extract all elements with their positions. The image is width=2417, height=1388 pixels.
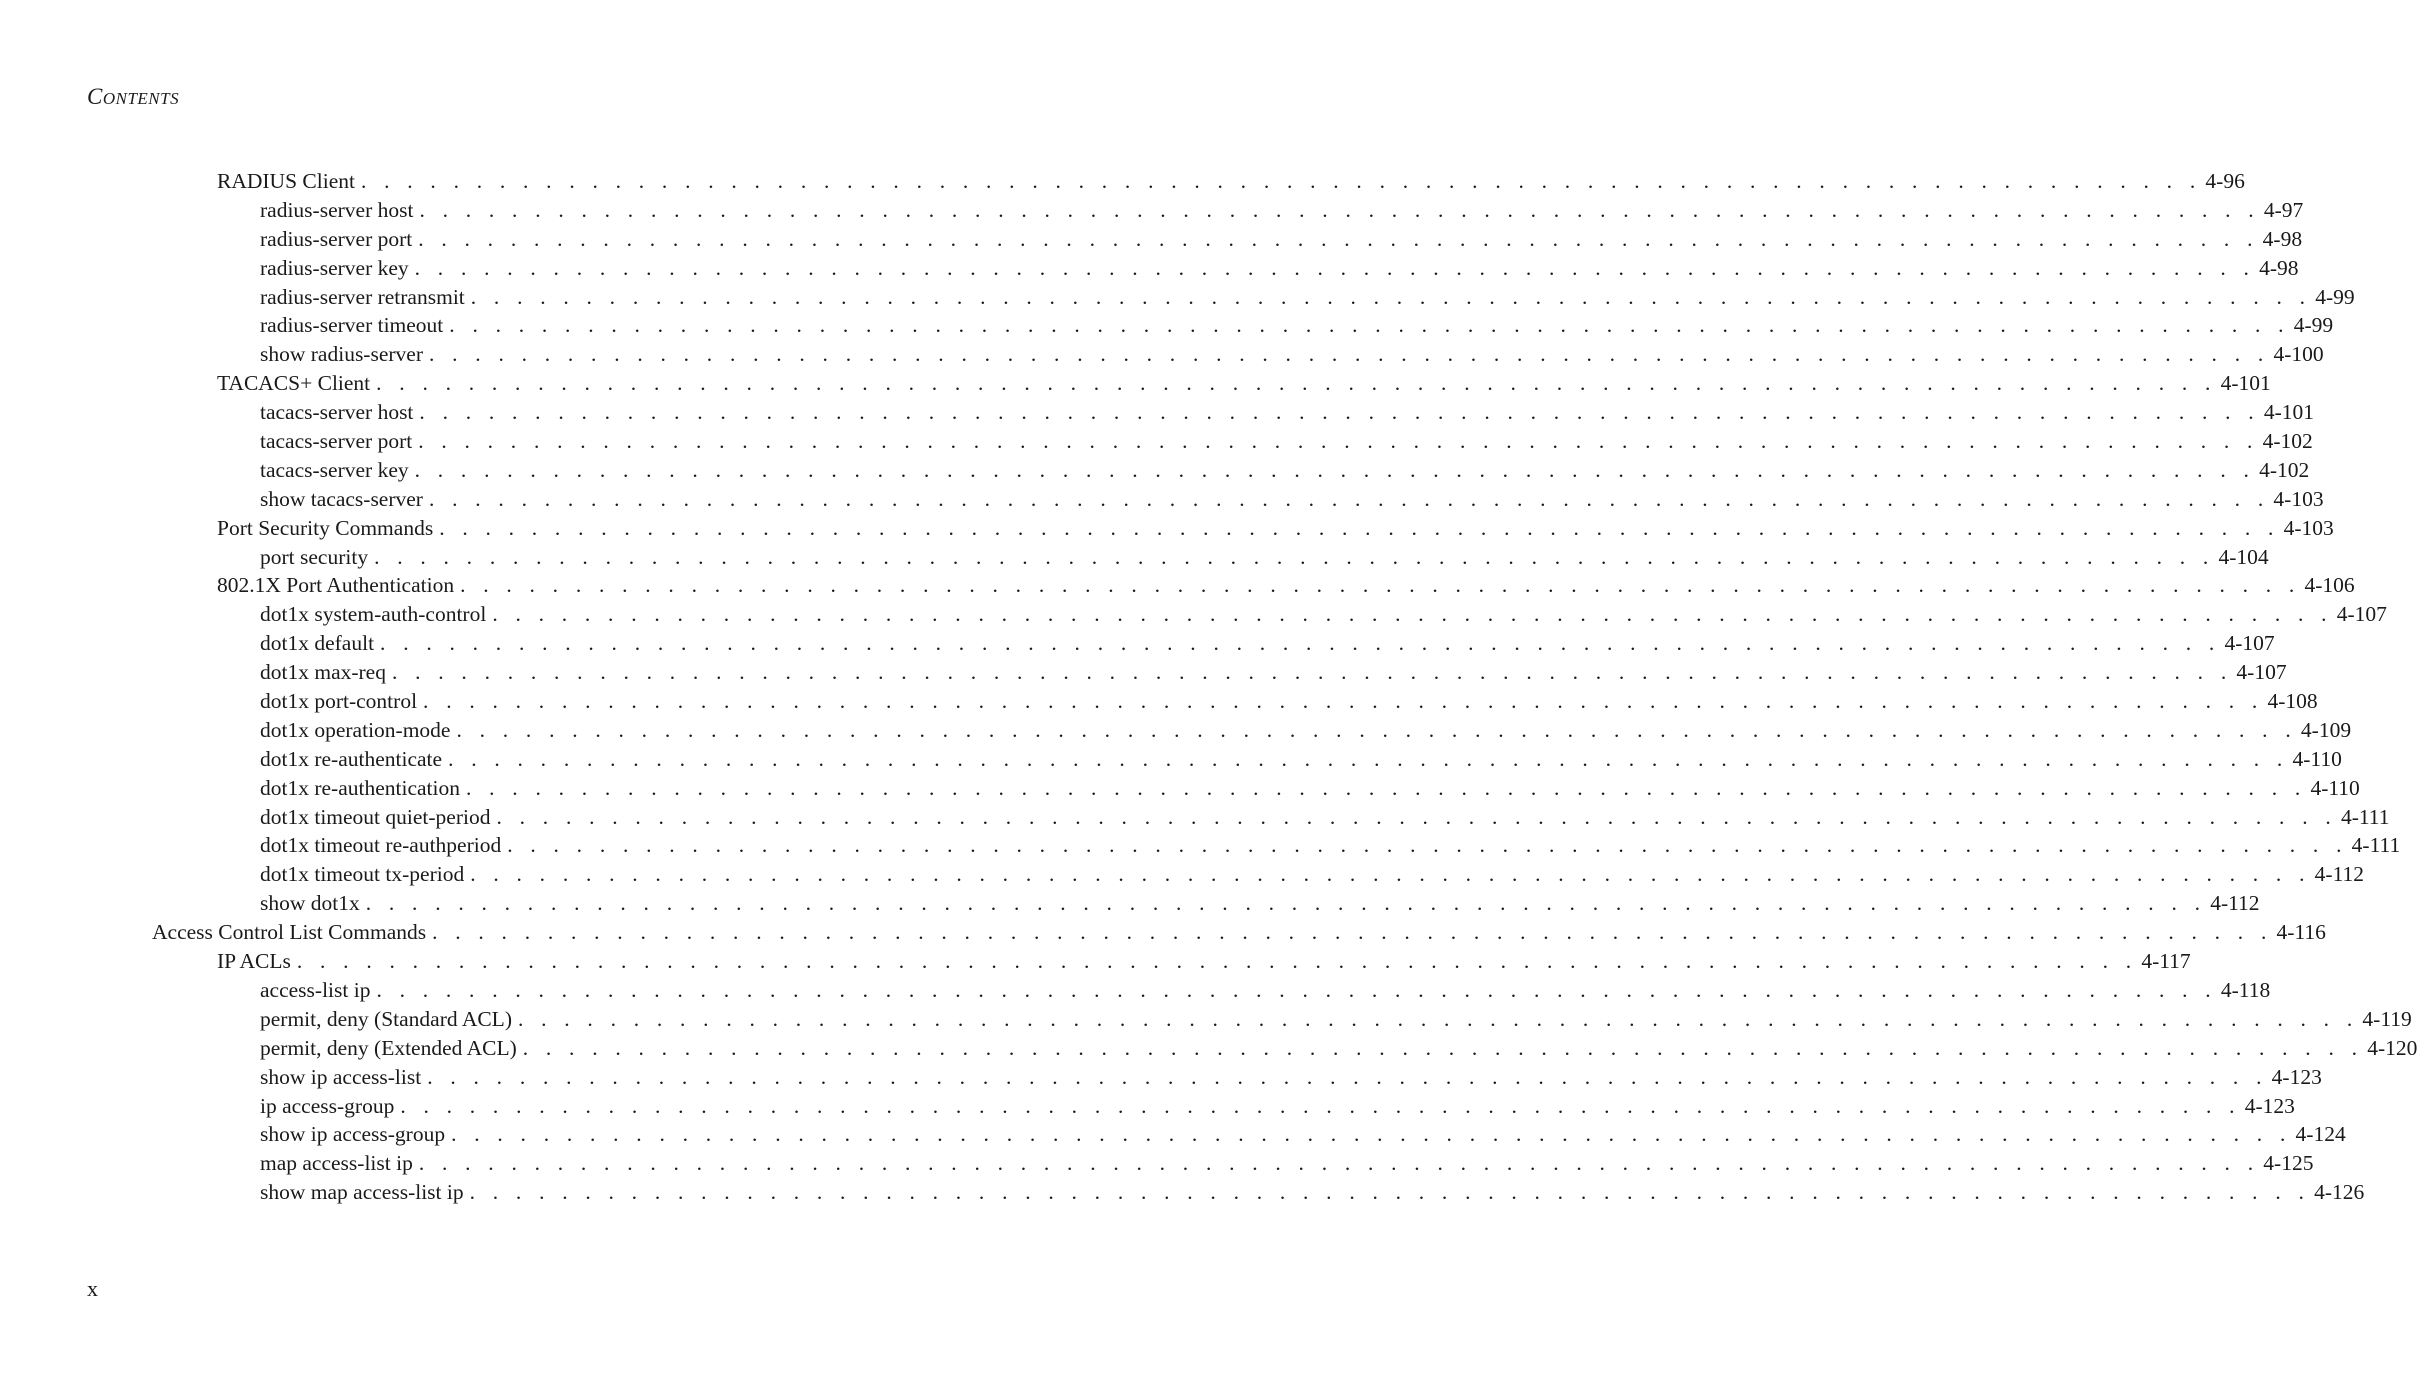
toc-entry[interactable] <box>0 571 2355 600</box>
dot-leader: . . . . . . . . . . . . . . . . . . . . . . . . . . . . . . . . . . . . . . . . . . . . . . . . . . . . . . . . . . . . . . . . . . . . . . . . . . . . . . . . <box>391 660 2233 685</box>
toc-entry-title: dot1x max-req <box>260 660 386 685</box>
toc-entry[interactable] <box>0 1034 2417 1063</box>
toc-entry-page: 4-116 <box>2276 920 2326 945</box>
dot-leader: . . . . . . . . . . . . . . . . . . . . . . . . . . . . . . . . . . . . . . . . . . . . . . . . . . . . . . . . . . . . . . . . . . . . . . . . . . . . . . . . <box>456 717 2297 742</box>
dot-leader: . . . . . . . . . . . . . . . . . . . . . . . . . . . . . . . . . . . . . . . . . . . . . . . . . . . . . . . . . . . . . . . . . . . . . . . . . . . . . . . . <box>469 1180 2311 1205</box>
toc-entry[interactable] <box>0 225 2303 254</box>
toc-entry-title: dot1x default <box>260 631 375 656</box>
toc-entry-page: 4-111 <box>2340 804 2390 829</box>
table-of-contents <box>0 167 2417 1207</box>
toc-entry-title: dot1x system-auth-control <box>260 602 487 627</box>
toc-entry[interactable] <box>0 918 2326 947</box>
dot-leader: . . . . . . . . . . . . . . . . . . . . . . . . . . . . . . . . . . . . . . . . . . . . . . . . . . . . . . . . . . . . . . . . . . . . . . . . . . . . . . . . <box>492 602 2333 627</box>
toc-entry[interactable] <box>0 1005 2412 1034</box>
toc-entry-page: 4-100 <box>2273 342 2324 367</box>
toc-entry-title: tacacs-server host <box>260 400 414 425</box>
toc-entry-title: dot1x timeout re-authperiod <box>260 833 502 858</box>
toc-entry[interactable] <box>0 456 2310 485</box>
dot-leader: . . . . . . . . . . . . . . . . . . . . . . . . . . . . . . . . . . . . . . . . . . . . . . . . . . . . . . . . . . . . . . . . . . . . . . . . . . . . . . . . <box>470 862 2311 887</box>
toc-entry-page: 4-98 <box>2259 255 2299 280</box>
dot-leader: . . . . . . . . . . . . . . . . . . . . . . . . . . . . . . . . . . . . . . . . . . . . . . . . . . . . . . . . . . . . . . . . . . . . . . . . . . . . . . . . <box>418 1151 2260 1176</box>
toc-entry-page: 4-119 <box>2362 1006 2412 1031</box>
dot-leader: . . . . . . . . . . . . . . . . . . . . . . . . . . . . . . . . . . . . . . . . . . . . . . . . . . . . . . . . . . . . . . . . . . . . . . . . . . . . . . . . <box>448 746 2289 771</box>
dot-leader: . . . . . . . . . . . . . . . . . . . . . . . . . . . . . . . . . . . . . . . . . . . . . . . . . . . . . . . . . . . . . . . . . . . . . . . . . . . . . . . . <box>296 949 2138 974</box>
toc-entry-page: 4-108 <box>2267 689 2318 714</box>
toc-entry-title: radius-server retransmit <box>260 284 465 309</box>
toc-entry[interactable] <box>0 485 2324 514</box>
toc-entry-page: 4-103 <box>2273 486 2324 511</box>
toc-entry-title: show map access-list ip <box>260 1180 464 1205</box>
toc-entry-title: RADIUS Client <box>217 169 355 193</box>
toc-entry-title: show ip access-list <box>260 1064 422 1089</box>
toc-entry[interactable] <box>0 745 2342 774</box>
toc-entry-page: 4-111 <box>2351 833 2401 858</box>
toc-entry-page: 4-102 <box>2259 457 2310 482</box>
toc-entry[interactable] <box>0 600 2387 629</box>
dot-leader: . . . . . . . . . . . . . . . . . . . . . . . . . . . . . . . . . . . . . . . . . . . . . . . . . . . . . . . . . . . . . . . . . . . . . . . . . . . . . . . . <box>466 775 2307 800</box>
running-head-rest: ONTENTS <box>102 89 180 108</box>
toc-entry-page: 4-99 <box>2293 313 2334 338</box>
dot-leader: . . . . . . . . . . . . . . . . . . . . . . . . . . . . . . . . . . . . . . . . . . . . . . . . . . . . . . . . . . . . . . . . . . . . . . . . . . . . . . . . <box>449 313 2290 338</box>
toc-entry-title: show radius-server <box>260 342 423 367</box>
dot-leader: . . . . . . . . . . . . . . . . . . . . . . . . . . . . . . . . . . . . . . . . . . . . . . . . . . . . . . . . . . . . . . . . . . . . . . . . . . . . . . . . <box>418 429 2259 454</box>
toc-entry-page: 4-99 <box>2315 284 2355 309</box>
toc-entry[interactable] <box>0 427 2313 456</box>
running-head <box>87 84 179 110</box>
dot-leader: . . . . . . . . . . . . . . . . . . . . . . . . . . . . . . . . . . . . . . . . . . . . . . . . . . . . . . . . . . . . . . . . . . . . . . . . . . . . . . . . <box>439 515 2280 540</box>
toc-entry-page: 4-118 <box>2220 977 2271 1002</box>
toc-entry-title: TACACS+ Client <box>217 371 371 396</box>
dot-leader: . . . . . . . . . . . . . . . . . . . . . . . . . . . . . . . . . . . . . . . . . . . . . . . . . . . . . . . . . . . . . . . . . . . . . . . . . . . . . . . . <box>380 631 2221 656</box>
dot-leader: . . . . . . . . . . . . . . . . . . . . . . . . . . . . . . . . . . . . . . . . . . . . . . . . . . . . . . . . . . . . . . . . . . . . . . . . . . . . . . . . <box>522 1035 2364 1060</box>
dot-leader: . . . . . . . . . . . . . . . . . . . . . . . . . . . . . . . . . . . . . . . . . . . . . . . . . . . . . . . . . . . . . . . . . . . . . . . . . . . . . . . . <box>376 977 2217 1002</box>
page-number: x <box>87 1276 98 1301</box>
toc-entry[interactable] <box>0 947 2191 976</box>
toc-entry[interactable] <box>0 254 2299 283</box>
toc-entry-page: 4-123 <box>2244 1093 2295 1118</box>
toc-entry[interactable] <box>0 716 2352 745</box>
toc-entry-page: 4-112 <box>2210 891 2260 916</box>
toc-entry-title: show ip access-group <box>260 1122 446 1147</box>
running-head-initial: C <box>87 84 103 109</box>
toc-entry-title: ip access-group <box>260 1093 395 1118</box>
toc-entry[interactable] <box>0 167 2245 196</box>
toc-entry-title: access-list ip <box>260 977 371 1002</box>
toc-entry-title: radius-server key <box>260 255 409 280</box>
dot-leader: . . . . . . . . . . . . . . . . . . . . . . . . . . . . . . . . . . . . . . . . . . . . . . . . . . . . . . . . . . . . . . . . . . . . . . . . . . . . . . . . <box>400 1093 2241 1118</box>
dot-leader: . . . . . . . . . . . . . . . . . . . . . . . . . . . . . . . . . . . . . . . . . . . . . . . . . . . . . . . . . . . . . . . . . . . . . . . . . . . . . . . . <box>517 1006 2359 1031</box>
dot-leader: . . . . . . . . . . . . . . . . . . . . . . . . . . . . . . . . . . . . . . . . . . . . . . . . . . . . . . . . . . . . . . . . . . . . . . . . . . . . . . . . <box>419 197 2260 222</box>
dot-leader: . . . . . . . . . . . . . . . . . . . . . . . . . . . . . . . . . . . . . . . . . . . . . . . . . . . . . . . . . . . . . . . . . . . . . . . . . . . . . . . . <box>360 169 2202 193</box>
toc-entry[interactable] <box>0 658 2287 687</box>
toc-entry-title: dot1x port-control <box>260 689 418 714</box>
toc-entry-title: Access Control List Commands <box>152 920 427 945</box>
toc-entry-title: dot1x re-authenticate <box>260 746 443 771</box>
toc-entry-page: 4-98 <box>2262 226 2303 251</box>
toc-entry-title: radius-server port <box>260 226 413 251</box>
dot-leader: . . . . . . . . . . . . . . . . . . . . . . . . . . . . . . . . . . . . . . . . . . . . . . . . . . . . . . . . . . . . . . . . . . . . . . . . . . . . . . . . <box>374 544 2215 569</box>
dot-leader: . . . . . . . . . . . . . . . . . . . . . . . . . . . . . . . . . . . . . . . . . . . . . . . . . . . . . . . . . . . . . . . . . . . . . . . . . . . . . . . . <box>496 804 2337 829</box>
toc-entry[interactable] <box>0 976 2271 1005</box>
toc-entry[interactable] <box>0 687 2318 716</box>
dot-leader: . . . . . . . . . . . . . . . . . . . . . . . . . . . . . . . . . . . . . . . . . . . . . . . . . . . . . . . . . . . . . . . . . . . . . . . . . . . . . . . . <box>460 573 2301 598</box>
toc-entry[interactable] <box>0 831 2401 860</box>
toc-entry[interactable] <box>0 1149 2314 1178</box>
toc-entry-title: dot1x re-authentication <box>260 775 460 800</box>
toc-entry-page: 4-109 <box>2300 717 2352 742</box>
dot-leader: . . . . . . . . . . . . . . . . . . . . . . . . . . . . . . . . . . . . . . . . . . . . . . . . . . . . . . . . . . . . . . . . . . . . . . . . . . . . . . . . <box>427 1064 2268 1089</box>
toc-entry-title: 802.1X Port Authentication <box>217 573 455 598</box>
toc-entry-title: permit, deny (Extended ACL) <box>260 1035 517 1060</box>
dot-leader: . . . . . . . . . . . . . . . . . . . . . . . . . . . . . . . . . . . . . . . . . . . . . . . . . . . . . . . . . . . . . . . . . . . . . . . . . . . . . . . . <box>429 342 2270 367</box>
dot-leader: . . . . . . . . . . . . . . . . . . . . . . . . . . . . . . . . . . . . . . . . . . . . . . . . . . . . . . . . . . . . . . . . . . . . . . . . . . . . . . . . <box>414 457 2256 482</box>
toc-entry-title: dot1x timeout quiet-period <box>260 804 491 829</box>
dot-leader: . . . . . . . . . . . . . . . . . . . . . . . . . . . . . . . . . . . . . . . . . . . . . . . . . . . . . . . . . . . . . . . . . . . . . . . . . . . . . . . . <box>414 255 2256 280</box>
toc-entry[interactable] <box>0 340 2324 369</box>
toc-entry-page: 4-120 <box>2367 1035 2417 1060</box>
toc-entry-page: 4-107 <box>2336 602 2387 627</box>
toc-entry-title: dot1x timeout tx-period <box>260 862 465 887</box>
toc-entry-page: 4-107 <box>2236 660 2287 685</box>
toc-entry-title: dot1x operation-mode <box>260 717 451 742</box>
toc-entry-title: show dot1x <box>260 891 360 916</box>
dot-leader: . . . . . . . . . . . . . . . . . . . . . . . . . . . . . . . . . . . . . . . . . . . . . . . . . . . . . . . . . . . . . . . . . . . . . . . . . . . . . . . . <box>432 920 2273 945</box>
toc-entry-page: 4-96 <box>2205 169 2245 193</box>
toc-entry-title: port security <box>260 544 369 569</box>
toc-entry-page: 4-104 <box>2218 544 2269 569</box>
dot-leader: . . . . . . . . . . . . . . . . . . . . . . . . . . . . . . . . . . . . . . . . . . . . . . . . . . . . . . . . . . . . . . . . . . . . . . . . . . . . . . . . <box>428 486 2270 511</box>
dot-leader: . . . . . . . . . . . . . . . . . . . . . . . . . . . . . . . . . . . . . . . . . . . . . . . . . . . . . . . . . . . . . . . . . . . . . . . . . . . . . . . . <box>451 1122 2292 1147</box>
toc-entry[interactable] <box>0 1178 2365 1207</box>
toc-entry-page: 4-125 <box>2263 1151 2314 1176</box>
toc-entry[interactable] <box>0 283 2355 312</box>
toc-entry[interactable] <box>0 1120 2346 1149</box>
toc-entry[interactable] <box>0 1092 2295 1121</box>
toc-entry-page: 4-110 <box>2292 746 2342 771</box>
toc-entry-title: IP ACLs <box>217 949 291 974</box>
toc-entry[interactable] <box>0 196 2304 225</box>
toc-entry-page: 4-106 <box>2304 573 2355 598</box>
toc-entry-title: tacacs-server key <box>260 457 409 482</box>
toc-entry-page: 4-117 <box>2141 949 2191 974</box>
toc-entry-page: 4-126 <box>2314 1180 2365 1205</box>
toc-entry-page: 4-112 <box>2314 862 2365 887</box>
dot-leader: . . . . . . . . . . . . . . . . . . . . . . . . . . . . . . . . . . . . . . . . . . . . . . . . . . . . . . . . . . . . . . . . . . . . . . . . . . . . . . . . <box>507 833 2348 858</box>
toc-entry-title: tacacs-server port <box>260 429 413 454</box>
toc-entry[interactable] <box>0 1063 2322 1092</box>
toc-entry[interactable] <box>0 629 2275 658</box>
toc-entry-title: permit, deny (Standard ACL) <box>260 1006 512 1031</box>
toc-entry[interactable] <box>0 889 2260 918</box>
toc-entry[interactable] <box>0 860 2365 889</box>
toc-entry[interactable] <box>0 514 2334 543</box>
dot-leader: . . . . . . . . . . . . . . . . . . . . . . . . . . . . . . . . . . . . . . . . . . . . . . . . . . . . . . . . . . . . . . . . . . . . . . . . . . . . . . . . <box>376 371 2217 396</box>
toc-entry-page: 4-123 <box>2271 1064 2322 1089</box>
toc-entry-page: 4-97 <box>2263 197 2304 222</box>
dot-leader: . . . . . . . . . . . . . . . . . . . . . . . . . . . . . . . . . . . . . . . . . . . . . . . . . . . . . . . . . . . . . . . . . . . . . . . . . . . . . . . . <box>419 400 2260 425</box>
toc-entry-page: 4-103 <box>2283 515 2334 540</box>
toc-entry[interactable] <box>0 774 2360 803</box>
toc-entry-title: radius-server timeout <box>260 313 444 338</box>
toc-entry-title: show tacacs-server <box>260 486 423 511</box>
toc-entry-page: 4-101 <box>2220 371 2271 396</box>
toc-entry[interactable] <box>0 803 2390 832</box>
toc-entry-title: map access-list ip <box>260 1151 413 1176</box>
toc-entry-title: Port Security Commands <box>217 515 434 540</box>
toc-entry-page: 4-102 <box>2262 429 2313 454</box>
toc-entry[interactable] <box>0 543 2269 572</box>
toc-entry-page: 4-110 <box>2310 775 2360 800</box>
toc-entry-page: 4-124 <box>2295 1122 2346 1147</box>
toc-entry-page: 4-101 <box>2263 400 2315 425</box>
toc-entry-title: radius-server host <box>260 197 414 222</box>
toc-entry[interactable] <box>0 311 2334 340</box>
dot-leader: . . . . . . . . . . . . . . . . . . . . . . . . . . . . . . . . . . . . . . . . . . . . . . . . . . . . . . . . . . . . . . . . . . . . . . . . . . . . . . . . <box>365 891 2207 916</box>
toc-entry-page: 4-107 <box>2224 631 2275 656</box>
toc-entry[interactable] <box>0 398 2315 427</box>
dot-leader: . . . . . . . . . . . . . . . . . . . . . . . . . . . . . . . . . . . . . . . . . . . . . . . . . . . . . . . . . . . . . . . . . . . . . . . . . . . . . . . . <box>423 689 2264 714</box>
dot-leader: . . . . . . . . . . . . . . . . . . . . . . . . . . . . . . . . . . . . . . . . . . . . . . . . . . . . . . . . . . . . . . . . . . . . . . . . . . . . . . . . <box>418 226 2259 251</box>
toc-entry[interactable] <box>0 369 2271 398</box>
dot-leader: . . . . . . . . . . . . . . . . . . . . . . . . . . . . . . . . . . . . . . . . . . . . . . . . . . . . . . . . . . . . . . . . . . . . . . . . . . . . . . . . <box>470 284 2312 309</box>
